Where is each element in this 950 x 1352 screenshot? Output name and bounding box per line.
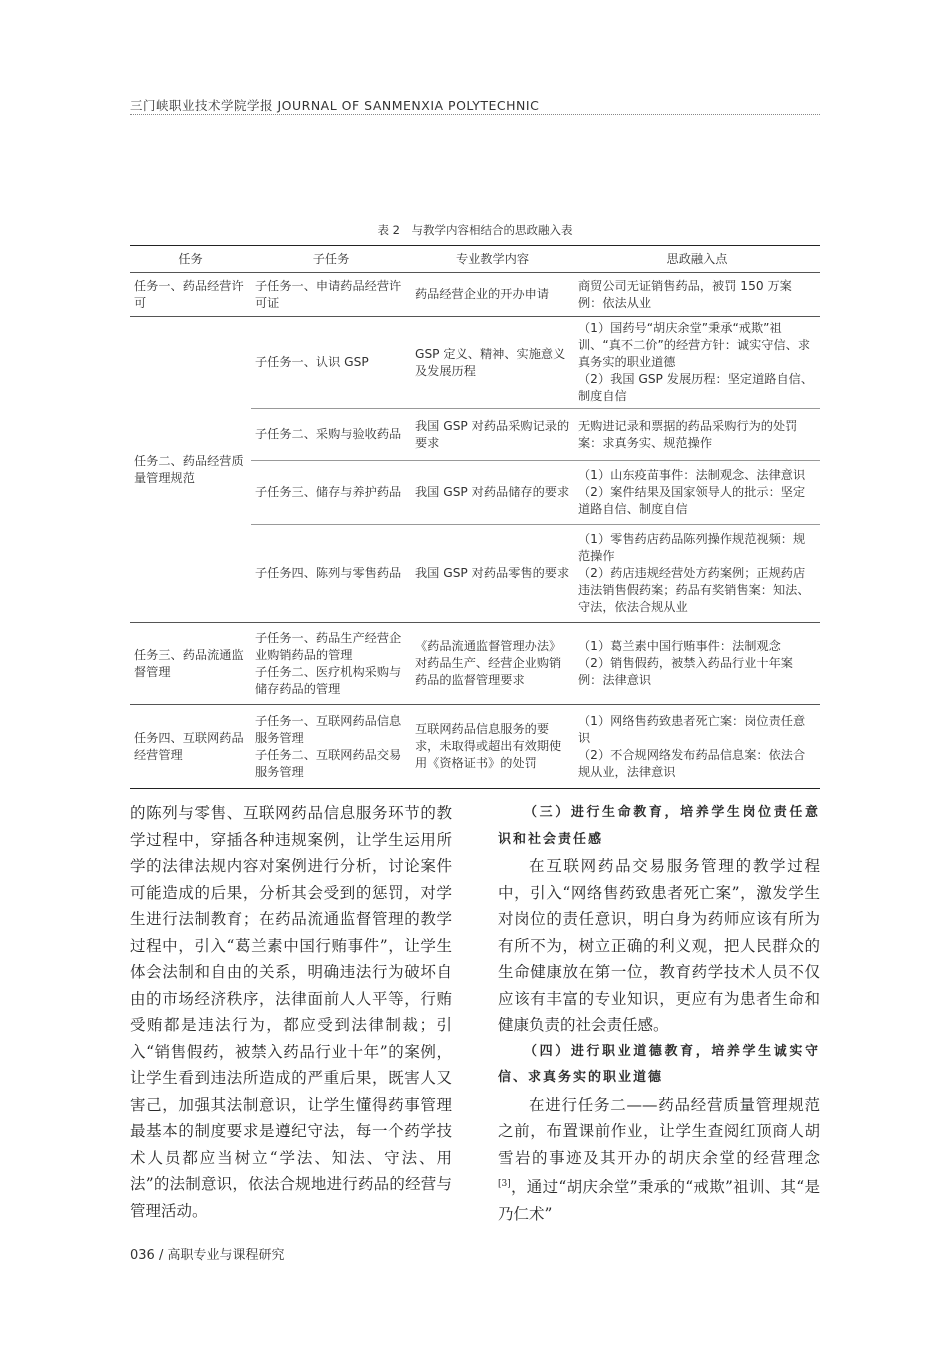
point-line: （1）葛兰素中国行贿事件：法制观念 — [578, 639, 781, 653]
point-cell — [574, 461, 820, 525]
content-cell: 我国 GSP 对药品储存的要求 — [411, 461, 574, 525]
table-row — [130, 317, 820, 409]
content-cell: 《药品流通监督管理办法》对药品生产、经营企业购销药品的监督管理要求 — [411, 623, 574, 705]
body-paragraph — [498, 1092, 820, 1228]
point-cell — [574, 525, 820, 623]
point-line: （2）案件结果及国家领导人的批示：坚定道路自信、制度自信 — [578, 485, 806, 516]
citation[interactable]: [3] — [498, 1179, 511, 1189]
body-paragraph: 的陈列与零售、互联网药品信息服务环节的教学过程中，穿插各种违规案例，让学生运用所学的法律法规内容对案例进行分析，讨论案件可能造成的后果，分析其会受到的惩罚，对学生进行法制教育；在药品流通监督管理的教学过程中，引入“葛兰素中国行贿事件”，让学生体会法制和自由的关系，明确违法行为破坏自由的市场经济秩序，法律面前人人平等，行贿受贿都是违法行为，都应受到法律制裁；引入“销售假药，被禁入药品行业十年”的案例，让学生看到违法所造成的严重后果，既害人又害己，加强其法制意识，让学生懂得药事管理最基本的制度要求是遵纪守法，每一个药学技术人员都应当树立“学法、知法、守法、用法”的法制意识，依法合规地进行药品的经营与管理活动。 — [130, 804, 452, 1220]
body-paragraph: 在互联网药品交易服务管理的教学过程中，引入“网络售药致患者死亡案”，激发学生对岗位的责任意识，明白身为药师应该有所为有所不为，树立正确的利义观，把人民群众的生命健康放在第一位，教育药学技术人员不仅应该有丰富的专业知识，更应有为患者生命和健康负责的社会责任感。 — [498, 857, 820, 1034]
task-cell: 任务四、互联网药品经营管理 — [130, 705, 251, 789]
subtask-cell: 子任务四、陈列与零售药品 — [251, 525, 411, 623]
table-header-row — [130, 246, 820, 273]
table-row — [130, 705, 820, 789]
point-line: （1）国药号“胡庆余堂”秉承“戒欺”祖训、“真不二价”的经营方针：诚实守信、求真务实的职业道德 — [578, 321, 811, 369]
point-line: （2）我国 GSP 发展历程：坚定道路自信、制度自信 — [578, 372, 814, 403]
paragraph-text: 在进行任务二——药品经营质量管理规范之前，布置课前作业，让学生查阅红顶商人胡雪岩的事迹及其开办的胡庆余堂的经营理念 — [498, 1095, 820, 1167]
header-task: 任务 — [130, 246, 251, 273]
task-cell: 任务二、药品经营质量管理规范 — [130, 317, 251, 623]
header-content: 专业教学内容 — [411, 246, 574, 273]
header-subtask: 子任务 — [251, 246, 411, 273]
left-column — [130, 800, 452, 1224]
content-cell: 药品经营企业的开办申请 — [411, 273, 574, 317]
point-line: （1）山东疫苗事件：法制观念、法律意识 — [578, 468, 806, 482]
point-line: （2）药店违规经营处方药案例；正规药店违法销售假药案；药品有奖销售案：知法、守法，依法合规从业 — [578, 566, 810, 614]
subtask-cell — [251, 705, 411, 789]
content-cell: GSP 定义、精神、实施意义及发展历程 — [411, 317, 574, 409]
subtask-line: 子任务二、互联网药品交易服务管理 — [255, 747, 402, 779]
subtask-line: 子任务二、医疗机构采购与储存药品的管理 — [255, 664, 402, 696]
page-footer: 036 / 高职专业与课程研究 — [130, 1248, 285, 1263]
subtask-cell: 子任务三、储存与养护药品 — [251, 461, 411, 525]
task-cell: 任务一、药品经营许可 — [130, 273, 251, 317]
subtask-line: 子任务一、互联网药品信息服务管理 — [255, 713, 402, 745]
content-cell: 我国 GSP 对药品采购记录的要求 — [411, 409, 574, 461]
ideological-integration-table — [130, 245, 820, 789]
point-cell — [574, 623, 820, 705]
point-line: （2）不合规网络发布药品信息案：依法合规从业，法律意识 — [578, 747, 806, 779]
header-divider — [130, 114, 820, 115]
table-row — [130, 273, 820, 317]
content-cell: 互联网药品信息服务的要求，未取得或超出有效期使用《资格证书》的处罚 — [411, 705, 574, 789]
point-line: （2）销售假药，被禁入药品行业十年案例：法律意识 — [578, 656, 793, 687]
point-line: （1）零售药店药品陈列操作规范视频：规范操作 — [578, 532, 806, 563]
content-cell: 我国 GSP 对药品零售的要求 — [411, 525, 574, 623]
subtask-cell — [251, 623, 411, 705]
subtask-cell: 子任务一、申请药品经营许可证 — [251, 273, 411, 317]
task-cell: 任务三、药品流通监督管理 — [130, 623, 251, 705]
subtask-cell: 子任务一、认识 GSP — [251, 317, 411, 409]
point-cell: 无购进记录和票据的药品采购行为的处罚案：求真务实、规范操作 — [574, 409, 820, 461]
journal-header: 三门峡职业技术学院学报 JOURNAL OF SANMENXIA POLYTECHNIC — [130, 98, 540, 113]
section-heading: （三）进行生命教育，培养学生岗位责任意识和社会责任感 — [498, 805, 820, 847]
table-caption: 表 2 与教学内容相结合的思政融入表 — [377, 223, 573, 237]
point-cell — [574, 317, 820, 409]
right-column — [498, 800, 820, 1227]
section-heading: （四）进行职业道德教育，培养学生诚实守信、求真务实的职业道德 — [498, 1043, 820, 1085]
subtask-line: 子任务一、药品生产经营企业购销药品的管理 — [255, 630, 402, 662]
paragraph-text: ，通过“胡庆余堂”秉承的“戒欺”祖训、其“是乃仁术” — [498, 1178, 820, 1223]
subtask-cell: 子任务二、采购与验收药品 — [251, 409, 411, 461]
point-cell: 商贸公司无证销售药品，被罚 150 万案例：依法从业 — [574, 273, 820, 317]
table-row — [130, 623, 820, 705]
point-line: （1）网络售药致患者死亡案：岗位责任意识 — [578, 713, 806, 745]
point-cell — [574, 705, 820, 789]
header-point: 思政融入点 — [574, 246, 820, 273]
